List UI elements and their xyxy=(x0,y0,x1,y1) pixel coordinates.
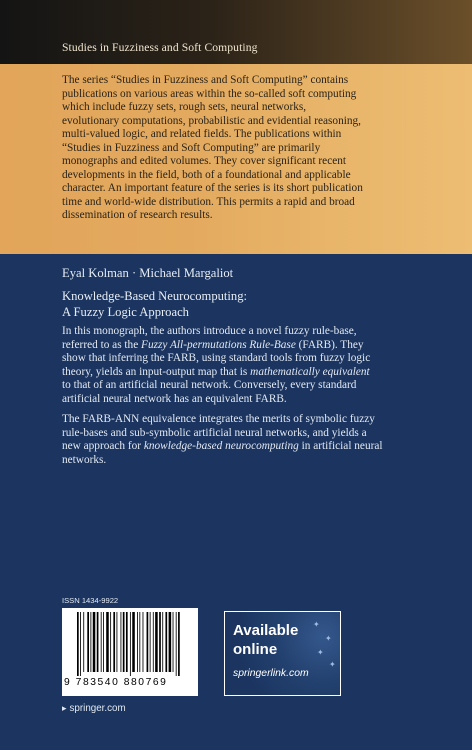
book-title-line: Knowledge-Based Neurocomputing: xyxy=(62,289,248,303)
available-online-badge[interactable] xyxy=(224,611,341,696)
barcode-bar xyxy=(137,612,138,672)
barcode-bar xyxy=(159,612,161,672)
badge-line-online: online xyxy=(233,641,278,658)
chevron-right-icon: ▸ xyxy=(62,703,67,713)
barcode-bar xyxy=(77,612,79,676)
barcode-bar xyxy=(178,612,180,676)
series-description-line: “Studies in Fuzziness and Soft Computing” are primarily xyxy=(62,141,321,154)
badge-line-available: Available xyxy=(233,622,299,639)
publisher-name: springer.com xyxy=(69,703,126,714)
barcode-bar xyxy=(80,612,81,676)
sparkle-icon: ✦ xyxy=(325,634,332,643)
series-title: Studies in Fuzziness and Soft Computing xyxy=(62,41,258,54)
abstract-line: to that of an artificial neural network. Conversely, every standard xyxy=(62,379,357,392)
barcode-bar xyxy=(132,612,135,672)
abstract-line: rule-bases and sub-symbolic artificial neural networks, and yields a xyxy=(62,426,367,439)
series-description-line: character. An important feature of the series is its short publication xyxy=(62,182,363,195)
series-header-band xyxy=(0,0,472,64)
barcode-bar xyxy=(106,612,109,672)
book-authors: Eyal Kolman · Michael Margaliot xyxy=(62,266,234,280)
sparkle-icon: ✦ xyxy=(317,648,324,657)
barcode-bar xyxy=(130,612,131,676)
abstract-emphasis: knowledge-based neurocomputing xyxy=(143,440,299,453)
abstract-line: artificial neural network has an equivalent FARB. xyxy=(62,392,287,405)
barcode-bars xyxy=(76,612,188,676)
series-description-line: monographs and edited volumes. They cover significant recent xyxy=(62,155,347,168)
barcode-bar xyxy=(97,612,99,672)
barcode-bar xyxy=(90,612,91,672)
barcode-bar xyxy=(101,612,102,672)
barcode-bar xyxy=(153,612,154,672)
barcode-bar xyxy=(110,612,111,672)
badge-line-url: springerlink.com xyxy=(233,668,309,679)
barcode-bar xyxy=(169,612,172,672)
series-description-line: dissemination of research results. xyxy=(62,209,213,222)
barcode-bar xyxy=(176,612,177,676)
barcode-bar xyxy=(83,612,84,672)
barcode-bar xyxy=(126,612,128,672)
isbn-barcode xyxy=(62,608,198,696)
barcode-bar xyxy=(162,612,163,672)
series-description-line: developments in the field, both of a foundational and applicable xyxy=(62,168,351,181)
issn: ISSN 1434-9922 xyxy=(62,596,119,605)
abstract-line: networks. xyxy=(62,453,107,466)
series-description xyxy=(62,74,460,223)
barcode-bar xyxy=(87,612,89,672)
barcode-bar xyxy=(173,612,174,672)
abstract-line: referred to as the Fuzzy All-permutations Rule-Base (FARB). They xyxy=(62,338,364,351)
barcode-bar xyxy=(147,612,149,672)
abstract-emphasis: Fuzzy All-permutations Rule-Base xyxy=(141,338,296,351)
abstract-line: new approach for knowledge-based neurocomputing in artificial neural xyxy=(62,440,383,453)
barcode-bar xyxy=(117,612,118,672)
publisher-link[interactable] xyxy=(62,703,126,714)
abstract-line: theory, yields an input-output map that is mathematically equivalent xyxy=(62,365,370,378)
abstract-line: show that inferring the FARB, using standard tools from fuzzy logic xyxy=(62,352,371,365)
abstract-line: In this monograph, the authors introduce a novel fuzzy rule-base, xyxy=(62,325,357,337)
barcode-bar xyxy=(165,612,167,672)
abstract-line: The FARB-ANN equivalence integrates the merits of symbolic fuzzy xyxy=(62,413,375,426)
abstract-emphasis: mathematically equivalent xyxy=(250,365,370,378)
barcode-bar xyxy=(123,612,125,672)
barcode-bar xyxy=(139,612,140,672)
barcode-number: 9 783540 880769 xyxy=(64,677,168,688)
sparkle-icon: ✦ xyxy=(313,620,320,629)
barcode-bar xyxy=(150,612,151,672)
barcode-bar xyxy=(121,612,122,672)
series-description-line: The series “Studies in Fuzziness and Soft Computing” contains xyxy=(62,74,349,86)
series-description-line: which include fuzzy sets, rough sets, neural networks, xyxy=(62,101,307,114)
series-description-line: multi-valued logic, and related fields. The publications within xyxy=(62,128,342,141)
barcode-bar xyxy=(155,612,158,672)
series-description-line: evolutionary computations, probabilistic and evidential reasoning, xyxy=(62,114,361,127)
barcode-bar xyxy=(103,612,104,672)
barcode-bar xyxy=(93,612,96,672)
sparkle-icon: ✦ xyxy=(329,660,336,669)
series-description-line: time and world-wide distribution. This permits a rapid and broad xyxy=(62,195,355,208)
book-title xyxy=(62,289,247,320)
series-description-line: publications on various areas within the so-called soft computing xyxy=(62,87,357,100)
barcode-bar xyxy=(143,612,144,672)
barcode-bar xyxy=(113,612,115,672)
book-subtitle-line: A Fuzzy Logic Approach xyxy=(62,304,189,319)
book-abstract xyxy=(62,325,460,467)
